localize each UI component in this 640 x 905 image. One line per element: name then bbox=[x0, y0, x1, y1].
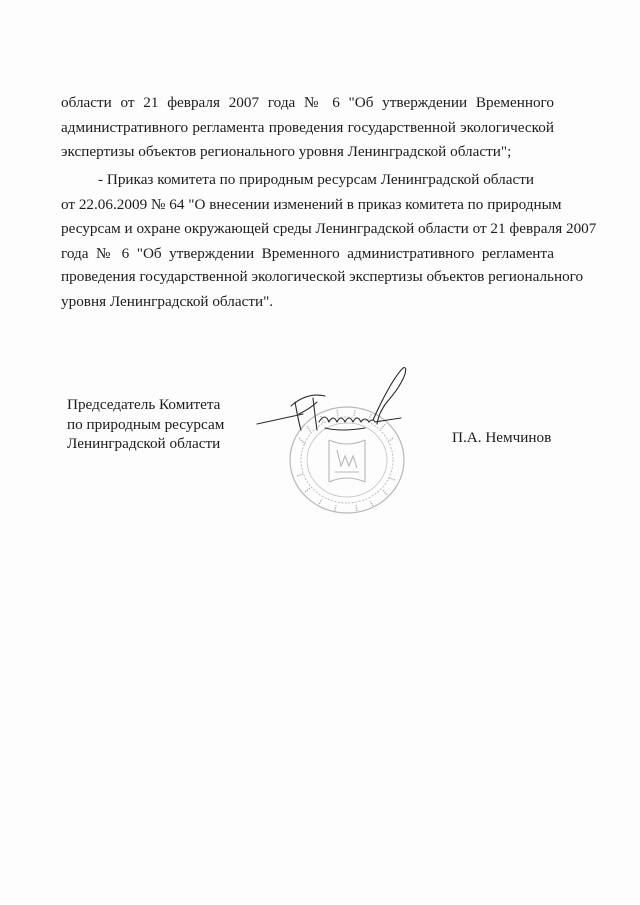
text-line: года № 6 "Об утверждении Временного административного регламента bbox=[61, 245, 554, 262]
signatory-name: П.А. Немчинов bbox=[452, 429, 552, 446]
position-line: Председатель Комитета bbox=[67, 396, 221, 413]
text-line: проведения государственной экологической экспертизы объектов регионального bbox=[61, 268, 584, 285]
list-item-heading: - Приказ комитета по природным ресурсам Ленинградской области bbox=[98, 171, 534, 188]
position-line: Ленинградской области bbox=[67, 435, 221, 452]
text-line: уровня Ленинградской области". bbox=[61, 293, 274, 310]
text-line: административного регламента проведения государственной экологической bbox=[61, 119, 554, 136]
text-line: экспертизы объектов регионального уровня Ленинградской области"; bbox=[61, 143, 512, 160]
text-line: ресурсам и охране окружающей среды Ленинградской области от 21 февраля 2007 bbox=[61, 220, 597, 237]
handwritten-signature-icon bbox=[255, 362, 425, 442]
text-line: от 22.06.2009 № 64 "О внесении изменений в приказ комитета по природным bbox=[61, 196, 562, 213]
text-line: области от 21 февраля 2007 года № 6 "Об утверждении Временного bbox=[61, 94, 554, 111]
signatory-position bbox=[67, 395, 224, 454]
position-line: по природным ресурсам bbox=[67, 415, 225, 433]
